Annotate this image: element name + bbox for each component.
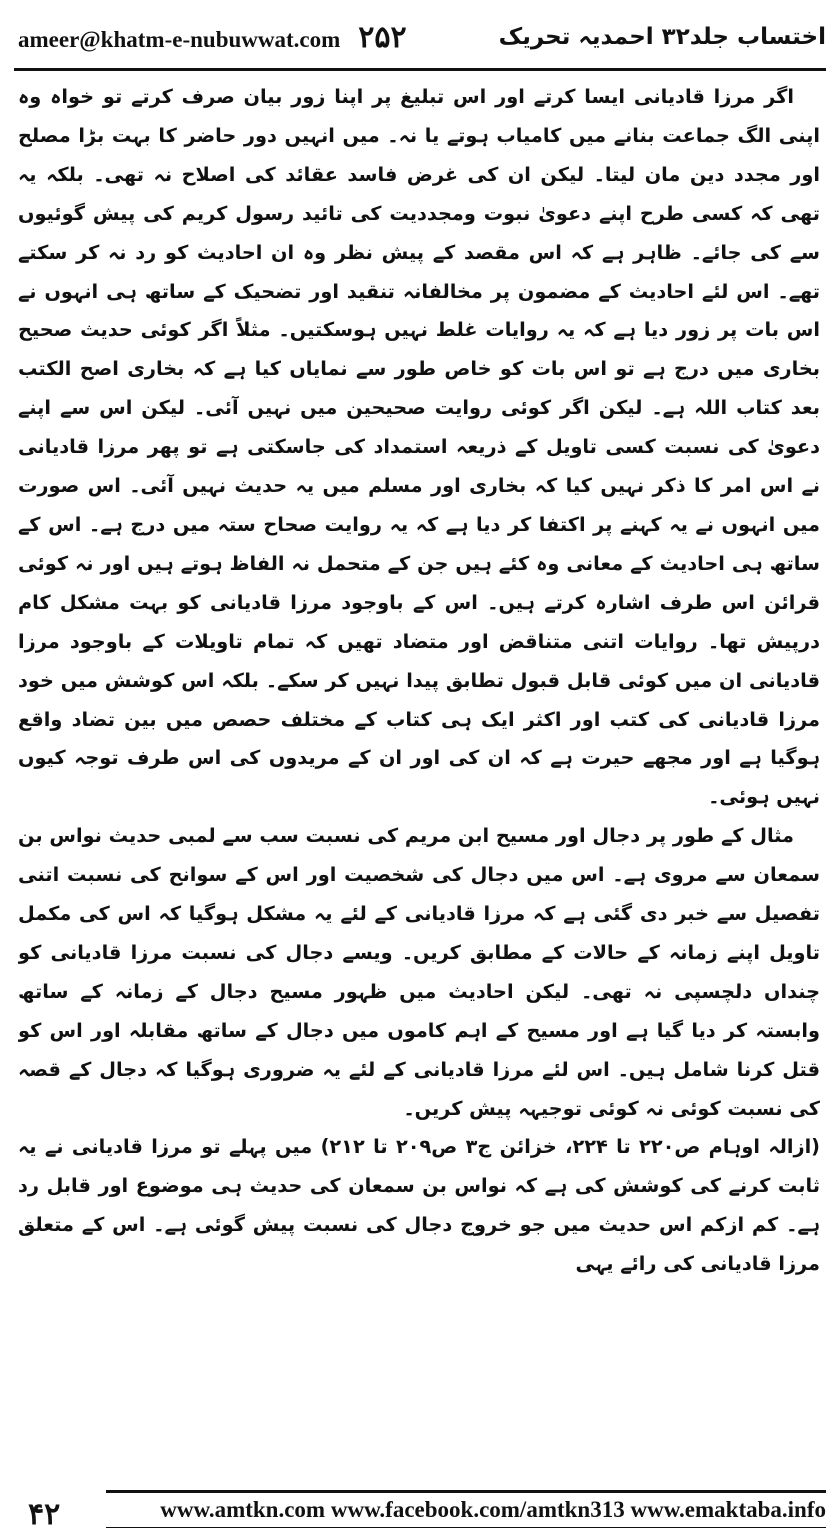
running-title: اختساب جلد۳۲ احمدیہ تحریک xyxy=(498,24,826,50)
page-number: ۲۵۲ xyxy=(358,19,407,55)
page-body xyxy=(18,78,820,1462)
paragraph-3: (ازالہ اوہام ص۲۲۰ تا ۲۲۴، خزائن ج۳ ص۲۰۹ تا ۲۱۲) میں پہلے تو مرزا قادیانی نے یہ ثابت کرنے کی کوشش کی ہے کہ نواس بن سمعان کی حدیث ہی موضوع اور قابل رد ہے۔ کم ازکم اس حدیث میں جو خروج دجال کی نسبت پیش گوئی ہے۔ اس کے متعلق مرزا قادیانی کی رائے یہی xyxy=(18,1135,820,1276)
header-email: ameer@khatm-e-nubuwwat.com xyxy=(18,26,341,52)
footer-bar xyxy=(106,1490,826,1528)
paragraph-2: مثال کے طور پر دجال اور مسیح ابن مریم کی نسبت سب سے لمبی حدیث نواس بن سمعان سے مروی ہے۔ اس میں دجال کی شخصیت اور اس کے سوانح کی نسبت اتنی تفصیل سے خبر دی گئی ہے کہ مرزا قادیانی کے لئے یہ مشکل ہوگیا کہ اس کی مکمل تاویل اپنے زمانہ کے حالات کے مطابق کریں۔ ویسے دجال کی نسبت مرزا قادیانی کو چنداں دلچسپی نہ تھی۔ لیکن احادیث میں ظہور مسیح دجال کے زمانہ کے ساتھ وابستہ کر دیا گیا ہے اور مسیح کے اہم کاموں میں دجال کے ساتھ مقابلہ اور اس کو قتل کرنا شامل ہیں۔ اس لئے مرزا قادیانی کے لئے یہ ضروری ہوگیا کہ دجال کے قصہ کی نسبت کوئی نہ کوئی توجیہہ پیش کریں۔ xyxy=(18,824,820,1120)
header-left xyxy=(18,20,407,55)
footer-links: www.amtkn.com www.facebook.com/amtkn313 www.emaktaba.info xyxy=(160,1497,826,1522)
footer-folio: ۴۲ xyxy=(28,1497,61,1532)
page-header xyxy=(18,8,826,66)
header-rule xyxy=(14,68,826,71)
page-footer xyxy=(14,1486,826,1534)
paragraph-1: اگر مرزا قادیانی ایسا کرتے اور اس تبلیغ پر اپنا زور بیان صرف کرتے تو خواہ وہ اپنی الگ جماعت بنانے میں کامیاب ہوتے یا نہ۔ میں انہیں دور حاضر کا بہت بڑا مصلح اور مجدد دین مان لیتا۔ لیکن ان کی غرض فاسد عقائد کی اصلاح نہ تھی۔ بلکہ یہ تھی کہ کسی طرح اپنے دعویٰ نبوت ومجددیت کی تائید رسول کریم کی پیش گوئیوں سے کی جائے۔ ظاہر ہے کہ اس مقصد کے پیش نظر وہ ان احادیث کو رد نہ کر سکتے تھے۔ اس لئے احادیث کے مضمون پر مخالفانہ تنقید اور تضحیک کے ساتھ ہی انہوں نے اس بات پر زور دیا ہے کہ یہ روایات غلط نہیں ہوسکتیں۔ مثلاً اگر کوئی حدیث صحیح بخاری میں درج ہے تو اس بات کو خاص طور سے نمایاں کیا ہے کہ بخاری اصح الکتب بعد کتاب اللہ ہے۔ لیکن اگر کوئی روایت صحیحین میں نہیں آئی۔ لیکن اس سے اپنے دعویٰ کی نسبت کسی تاویل کے ذریعہ استمداد کی جاسکتی ہے تو پھر مرزا قادیانی نے اس امر کا ذکر نہیں کیا کہ بخاری اور مسلم میں یہ حدیث نہیں آئی۔ اس صورت میں انہوں نے یہ کہنے پر اکتفا کر دیا ہے کہ یہ روایت صحاح ستہ میں درج ہے۔ اس کے ساتھ ہی احادیث کے معانی وہ کئے ہیں جن کے متحمل نہ الفاظ ہوتے ہیں اور نہ کوئی قرائن اس طرف اشارہ کرتے ہیں۔ اس کے باوجود مرزا قادیانی کو بہت مشکل کام درپیش تھا۔ روایات اتنی متناقض اور متضاد تھیں کہ تمام تاویلات کے باوجود مرزا قادیانی ان میں کوئی قابل قبول تطابق پیدا نہیں کر سکے۔ بلکہ اس کوشش میں خود مرزا قادیانی کی کتب اور اکثر ایک ہی کتاب کے مختلف حصص میں بین تضاد واقع ہوگیا ہے اور مجھے حیرت ہے کہ ان کی اور ان کے مریدوں کی اس طرف توجہ کیوں نہیں ہوئی۔ xyxy=(18,85,820,809)
